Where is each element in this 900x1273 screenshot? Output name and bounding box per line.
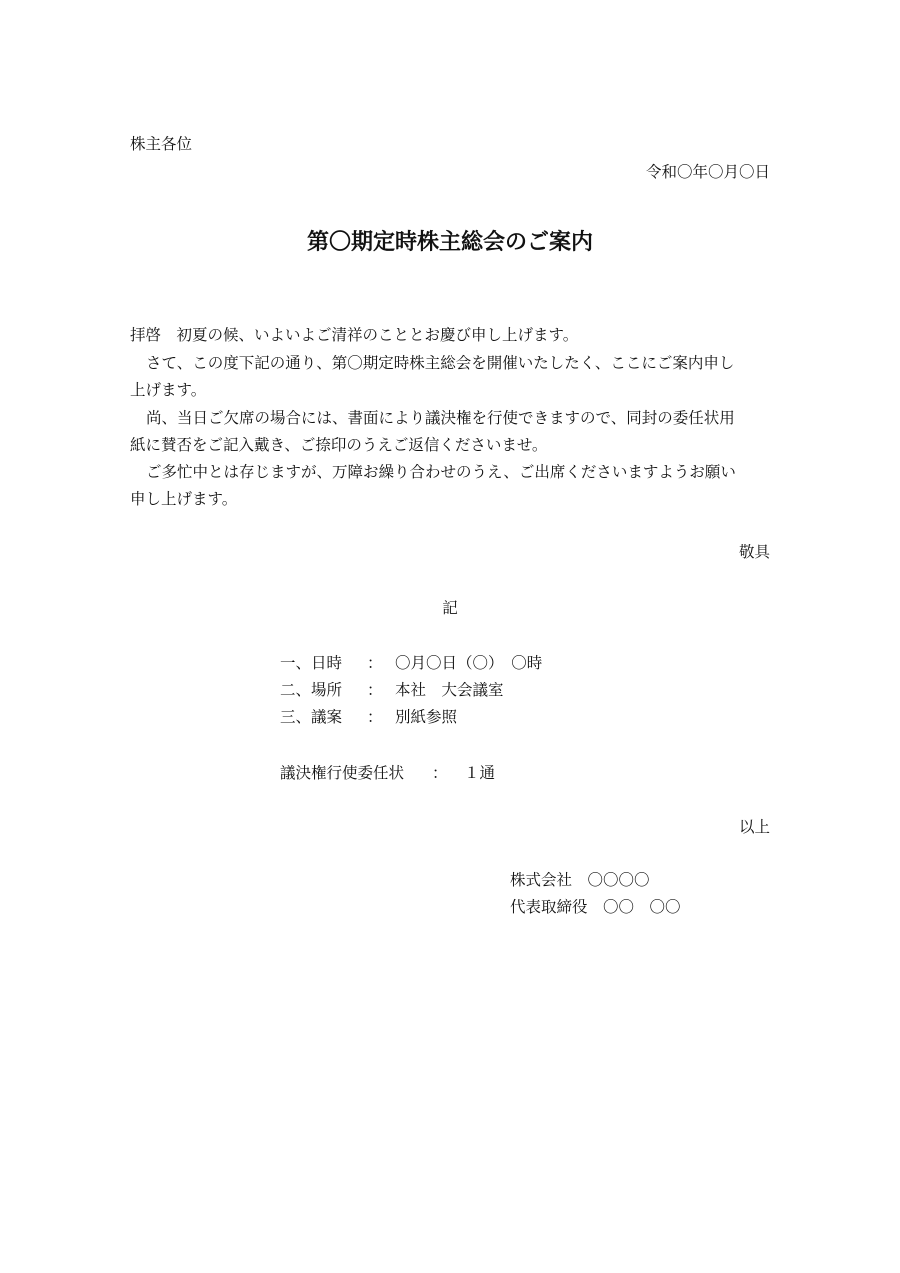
enclosure-value: １通	[464, 764, 496, 782]
paragraph-1-line-1: さて、この度下記の通り、第〇期定時株主総会を開催いたしたく、ここにご案内申し	[146, 354, 735, 372]
greeting-line: 拝啓 初夏の候、いよいよご清祥のこととお慶び申し上げます。	[130, 326, 579, 344]
enclosure-colon: ：	[432, 764, 448, 782]
paragraph-1-line-2: 上げます。	[130, 381, 207, 399]
item-location-value: 本社 大会議室	[395, 681, 504, 699]
paragraph-3-line-1: ご多忙中とは存じますが、万障お繰り合わせのうえ、ご出席くださいますようお願い	[146, 463, 736, 481]
item-datetime-colon: ：	[367, 654, 383, 672]
paragraph-3-line-2: 申し上げます。	[130, 490, 238, 508]
sender-company: 株式会社 〇〇〇〇	[510, 871, 650, 889]
document-date: 令和〇年〇月〇日	[645, 163, 770, 181]
item-agenda-value: 別紙参照	[395, 708, 458, 726]
item-datetime-label: 一、日時	[280, 654, 343, 672]
document-title: 第〇期定時株主総会のご案内	[306, 229, 593, 255]
enclosure-label: 議決権行使委任状	[280, 764, 405, 782]
end-mark: 以上	[738, 818, 770, 836]
item-agenda-label: 三、議案	[280, 708, 343, 726]
paragraph-2-line-2: 紙に賛否をご記入戴き、ご捺印のうえご返信くださいませ。	[130, 436, 548, 454]
sender-representative: 代表取締役 〇〇 〇〇	[510, 898, 681, 916]
item-location-colon: ：	[367, 681, 383, 699]
ki-heading: 記	[442, 599, 458, 617]
paragraph-2-line-1: 尚、当日ご欠席の場合には、書面により議決権を行使できますので、同封の委任状用	[146, 409, 735, 427]
item-location-label: 二、場所	[280, 681, 343, 699]
closing-keigu: 敬具	[738, 543, 770, 561]
item-datetime-value: 〇月〇日（〇） 〇時	[395, 654, 543, 672]
recipient-line: 株主各位	[130, 135, 193, 153]
item-agenda-colon: ：	[367, 708, 383, 726]
